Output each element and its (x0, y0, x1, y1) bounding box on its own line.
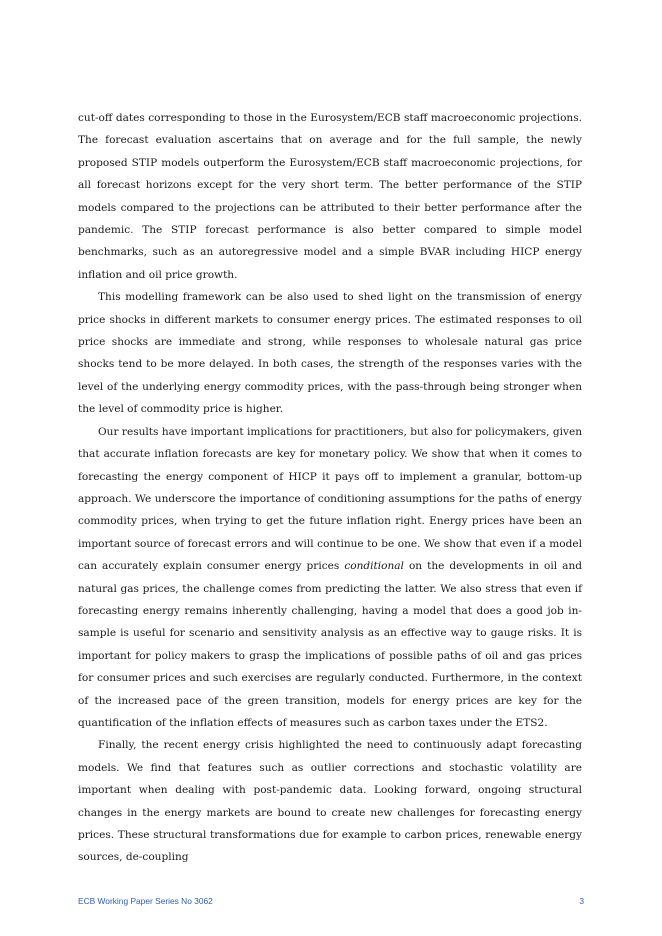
paragraph-2 (78, 286, 582, 420)
paragraph-3-italic-term: conditional (344, 560, 404, 573)
body-text (78, 107, 582, 869)
paragraph-1-text: cut-off dates corresponding to those in the Eurosystem/ECB staff macroeconomic projections. The forecast evaluation ascertains that on average and for the full sample, the newly proposed STIP models outperform the Eurosystem/ECB staff macroeconomic projections, for all forecast horizons except for the very short term. The better performance of the STIP models compared to the projections can be attributed to their better performance after the pandemic. The STIP forecast performance is also better compared to simple model benchmarks, such as an autoregressive model and a simple BVAR including HICP energy inflation and oil price growth. (78, 112, 582, 281)
paragraph-2-text: This modelling framework can be also used to shed light on the transmission of energy price shocks in different markets to consumer energy prices. The estimated responses to oil price shocks are immediate and strong, while responses to wholesale natural gas price shocks tend to be more delayed. In both cases, the strength of the responses varies with the level of the underlying energy commodity prices, with the pass-through being stronger when the level of commodity price is higher. (78, 291, 582, 416)
footer-page-number: 3 (579, 896, 584, 906)
paragraph-3-text-a: Our results have important implications for practitioners, but also for policymakers, given that accurate inflation forecasts are key for monetary policy. We show that when it comes to forecasting the energy component of HICP it pays off to implement a granular, bottom-up approach. We underscore the importance of conditioning assumptions for the paths of energy commodity prices, when trying to get the future inflation right. Energy prices have been an important source of forecast errors and will continue to be one. We show that even if a model can accurately explain consumer energy prices (78, 425, 582, 573)
paragraph-3 (78, 421, 582, 735)
footer-series-title: ECB Working Paper Series No 3062 (78, 896, 213, 906)
paragraph-3-text-b: on the developments in oil and natural gas prices, the challenge comes from predicting the latter. We also stress that even if forecasting energy remains inherently challenging, having a model that does a good job in-sample is useful for scenario and sensitivity analysis as an effective way to gauge risks. It is important for policy makers to grasp the implications of possible paths of oil and gas prices for consumer prices and such exercises are regularly conducted. Furthermore, in the context of the increased pace of the green transition, models for energy prices are key for the quantification of the inflation effects of measures such as carbon taxes under the ETS2. (78, 560, 582, 729)
paragraph-4 (78, 734, 582, 868)
paragraph-1 (78, 107, 582, 286)
paragraph-4-text: Finally, the recent energy crisis highlighted the need to continuously adapt forecasting models. We find that features such as outlier corrections and stochastic volatility are important when dealing with post-pandemic data. Looking forward, ongoing structural changes in the energy markets are bound to create new challenges for forecasting energy prices. These structural transformations due for example to carbon prices, renewable energy sources, de-coupling (78, 739, 582, 864)
